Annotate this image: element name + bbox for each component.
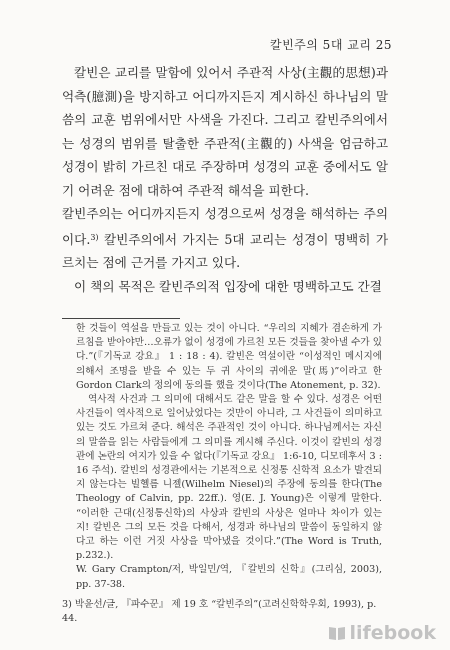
body-paragraph-2-cont: 칼빈주의에서 가지는 5대 교리는 성경이 명백히 가르치는 점에 근거를 가지고 있다.: [62, 231, 388, 270]
running-header: 칼빈주의 5대 교리 25: [270, 38, 392, 52]
main-text: [62, 61, 388, 298]
footnote-rule: [62, 318, 180, 319]
body-paragraph-2-text: 칼빈주의는 어디까지든지 성경으로써 성경을 해석하는 주의이다.: [62, 206, 388, 247]
footnote-continuation: [76, 322, 382, 592]
note-paragraph-2: 역사적 사건과 그 의미에 대해서도 같은 말을 할 수 있다. 성경은 어떤 사건들이 역사적으로 일어났었다는 것만이 아니라, 그 사건들이 의미하고 있는 것도 가르쳐 준다. 해석은 주관적인 것이 아니다. 하나님께서는 자신의 말씀을 읽는 사람들에게 그 의미를 계시해 주신다. 이것이 칼빈의 성경관에 논란의 여지가 있을 수 없다(『기독교 강요』 1:6-10, 디모데후서 3 : 16 주석). 칼빈의 성경관에서는 기본적으로 신정통 신학적 요소가 발견되지 않는다는 빌헬름 니젤(Wilhelm Niesel)의 주장에 동의를 한다(The Theology of Calvin, pp. 22ff.). 영(E. J. Young)은 이렇게 말한다. “이러한 근대(신정통신학)의 사상과 칼빈의 사상은 얼마나 차이가 있는지! 칼빈은 그의 모든 것을 다해서, 성경과 하나님의 말씀이 동일하지 않다고 하는 이런 거짓 사상을 막아냈을 것이다.”(The Word is Truth, p.232.).: [76, 394, 382, 562]
watermark: [328, 622, 436, 644]
body-paragraph-1: 칼빈은 교리를 말함에 있어서 주관적 사상(主觀的思想)과 억측(臆測)을 방지하고 어디까지든지 계시하신 하나님의 말씀의 교훈 범위에서만 사색을 가진다. 그리고 칼빈주의에서는 성경의 범위를 탈출한 주관적(主觀的) 사색을 엄금하고 성경이 밝히 가르친 대로 주장하며 성경의 교훈 중에서도 알기 어려운 점에 대하여 주관적 해석을 피한다.: [62, 65, 388, 198]
footnote-3: 3) 박윤선/글, 『파수꾼』 제 19 호 “칼빈주의”(고려신학학우회, 1993), p. 44.: [62, 599, 377, 624]
note-citation: W. Gary Crampton/저, 박일민/역, 『칼빈의 신학』(그리심, 2003), pp. 37-38.: [76, 564, 382, 590]
book-icon: [328, 625, 346, 641]
note-paragraph-1: 한 것들이 역설을 만들고 있는 것이 아니다. “우리의 지혜가 겸손하게 가르침을 받아야만…오류가 없이 성경에 가르친 모든 것들을 찾아낼 수가 있다.”(『기독교 강요』 1 : 18 : 4). 칼빈은 역설이란 “이성적인 메시지에 의해서 조명을 받을 수 있는 두 귀 사이의 귀에운 말(馬)”이라고 한 Gordon Clark의 정의에 동의를 했을 것이다(The Atonement, p. 32).: [76, 323, 382, 391]
watermark-text: lifebook: [349, 622, 436, 644]
footnote-ref-3: 3): [90, 232, 99, 242]
body-paragraph-2: [62, 202, 388, 275]
body-paragraph-3: 이 책의 목적은 칼빈주의적 입장에 대한 명백하고도 간결: [74, 278, 382, 294]
